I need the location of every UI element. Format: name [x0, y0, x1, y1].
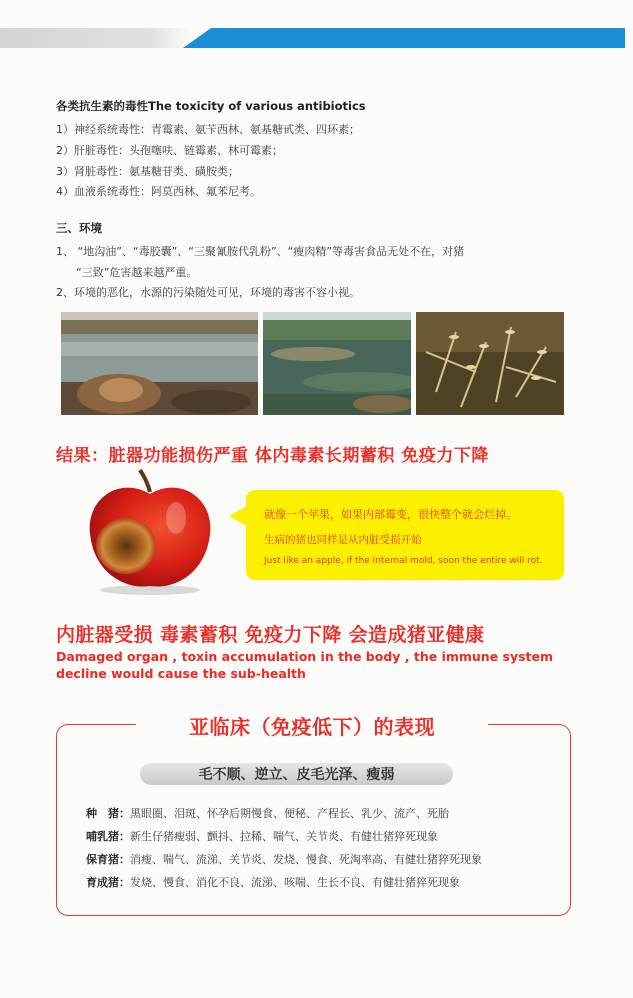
antibiotics-item-3: 3）肾脏毒性：氨基糖苷类、磺胺类； — [56, 165, 239, 178]
antibiotics-item-2: 2）肝脏毒性：头孢噻呋、链霉素、林可霉素； — [56, 144, 283, 157]
environment-item-1: 1、 “地沟油”、“毒胶囊”、“三聚氰胺代乳粉”、“瘦肉精”等毒害食品无处不在，对猪 — [56, 245, 465, 258]
bubble-line-3: Just like an apple, if the internal mold, soon the entire will rot. — [264, 556, 543, 566]
damage-headline-en: Damaged organ , toxin accumulation in the body , the immune system decline would cause the sub-health — [56, 649, 554, 681]
algae-pond-photo — [263, 312, 411, 415]
header-blue-band — [183, 28, 625, 48]
dry-grass-photo — [416, 312, 564, 415]
symptom-pill-text: 毛不顺、逆立、皮毛光泽、瘦弱 — [198, 767, 395, 783]
bubble-line-2: 生病的猪也同样是从内脏受损开始 — [264, 534, 422, 546]
apple-speech-bubble — [246, 490, 564, 580]
rotten-apple-image — [80, 462, 220, 597]
polluted-river-photo — [61, 312, 258, 415]
row-label: 种 猪： — [86, 807, 130, 820]
row-text: 新生仔猪瘦弱、颤抖、拉稀、喘气、关节炎、有健壮猪猝死现象 — [130, 830, 438, 843]
result-headline: 结果：脏器功能损伤严重 体内毒素长期蓄积 免疫力下降 — [56, 446, 489, 466]
row-label: 育成猪： — [86, 876, 130, 889]
antibiotics-item-1: 1）神经系统毒性：青霉素、氨苄西林、氨基糖甙类、四环素； — [56, 123, 360, 136]
symptom-row-sow — [86, 805, 449, 821]
header-gray-band — [0, 28, 190, 48]
row-text: 黑眼圈、泪斑、怀孕后期慢食、便秘、产程长、乳少、流产、死胎 — [130, 807, 449, 820]
damage-headline-zh: 内脏器受损 毒素蓄积 免疫力下降 会造成猪亚健康 — [56, 624, 485, 646]
speech-bubble-tail — [229, 506, 247, 526]
row-text: 发烧、慢食、消化不良、流涕、咳喘、生长不良、有健壮猪猝死现象 — [130, 876, 460, 889]
environment-item-1-cont: “三致”危害越来越严重。 — [76, 266, 198, 279]
row-label: 保育猪： — [86, 853, 130, 866]
symptom-row-nursery — [86, 851, 482, 867]
environment-item-2: 2、环境的恶化，水源的污染随处可见，环境的毒害不容小视。 — [56, 286, 360, 299]
symptom-row-grower — [86, 874, 460, 890]
subclinical-title: 亚临床（免疫低下）的表现 — [189, 715, 435, 739]
symptom-row-suckling — [86, 828, 438, 844]
bubble-line-1: 就像一个苹果，如果内部霉变，很快整个就会烂掉。 — [264, 508, 517, 521]
environment-heading: 三、环境 — [56, 221, 102, 235]
antibiotics-item-4: 4）血液系统毒性：阿莫西林、氟苯尼考。 — [56, 185, 261, 198]
antibiotics-heading: 各类抗生素的毒性The toxicity of various antibiotics — [56, 99, 366, 113]
row-label: 哺乳猪： — [86, 830, 130, 843]
row-text: 消瘦、喘气、流涕、关节炎、发烧、慢食、死淘率高、有健壮猪猝死现象 — [130, 853, 482, 866]
